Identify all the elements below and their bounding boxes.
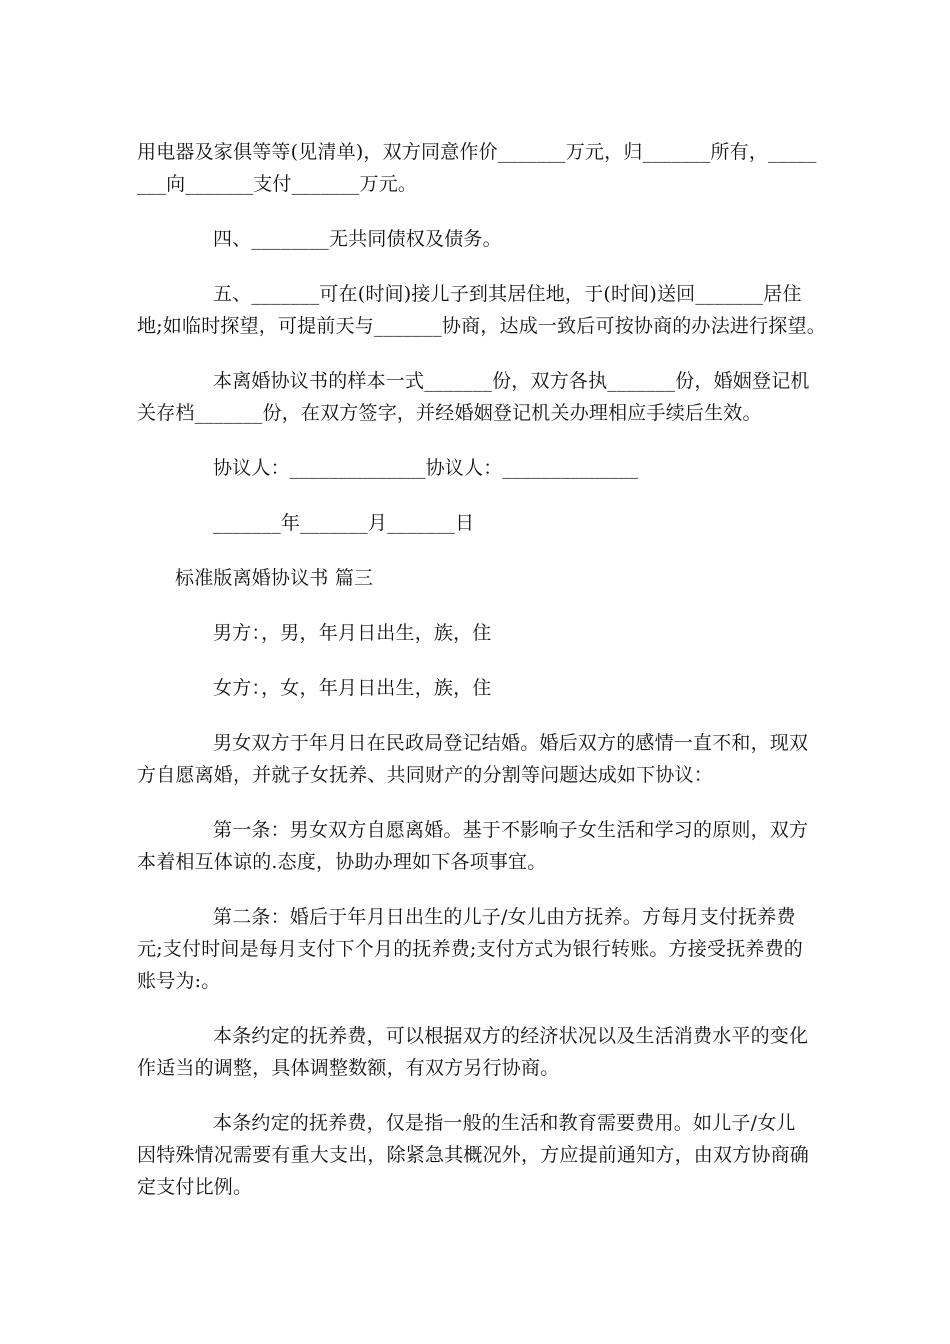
text-line: 方自愿离婚，并就子女抚养、共同财产的分割等问题达成如下协议： [137,764,714,786]
text-line: 第一条：男女双方自愿离婚。基于不影响子女生活和学习的原则，双方 [213,819,809,841]
text-line: 男女双方于年月日在民政局登记结婚。婚后双方的感情一直不和，现双 [213,732,809,754]
text-line: 定支付比例。 [137,1176,253,1198]
text-line: 五、_______可在(时间)接儿子到其居住地，于(时间)送回_______居住 [213,283,802,305]
text-line: 关存档_______份，在双方签字，并经婚姻登记机关办理相应手续后生效。 [137,402,762,424]
text-line: ___向_______支付_______万元。 [137,173,418,195]
text-line: 账号为:。 [137,970,221,992]
text-line: 本条约定的抚养费，仅是指一般的生活和教育需要费用。如儿子/女儿 [213,1112,796,1134]
text-line: 本着相互体谅的.态度，协助办理如下各项事宜。 [137,851,547,873]
text-line: 地;如临时探望，可提前天与_______协商，达成一致后可按协商的办法进行探望。 [137,315,826,337]
signature-line: 协议人：______________协议人：______________ [213,457,639,479]
text-line: 四、________无共同债权及债务。 [213,228,502,250]
text-line: 用电器及家俱等等(见清单)，双方同意作价_______万元，归_______所有，_____ [137,141,817,163]
text-line: 元;支付时间是每月支付下个月的抚养费;支付方式为银行转账。方接受抚养费的 [137,938,804,960]
section-heading: 标准版离婚协议书 篇三 [175,567,374,589]
text-line: 本条约定的抚养费，可以根据双方的经济状况以及生活消费水平的变化 [213,1025,809,1047]
text-line: 第二条：婚后于年月日出生的儿子/女儿由方抚养。方每月支付抚养费 [213,906,796,928]
text-line: 作适当的调整，具体调整数额，有双方另行协商。 [137,1057,560,1079]
text-line: 因特殊情况需要有重大支出，除紧急其概况外，方应提前通知方，由双方协商确 [137,1144,810,1166]
text-line: 男方：，男，年月日出生，族，住 [213,622,492,644]
text-line: 本离婚协议书的样本一式_______份，双方各执_______份，婚姻登记机 [213,370,810,392]
text-line: 女方：，女，年月日出生，族，住 [213,677,492,699]
date-line: _______年_______月_______日 [213,512,475,534]
